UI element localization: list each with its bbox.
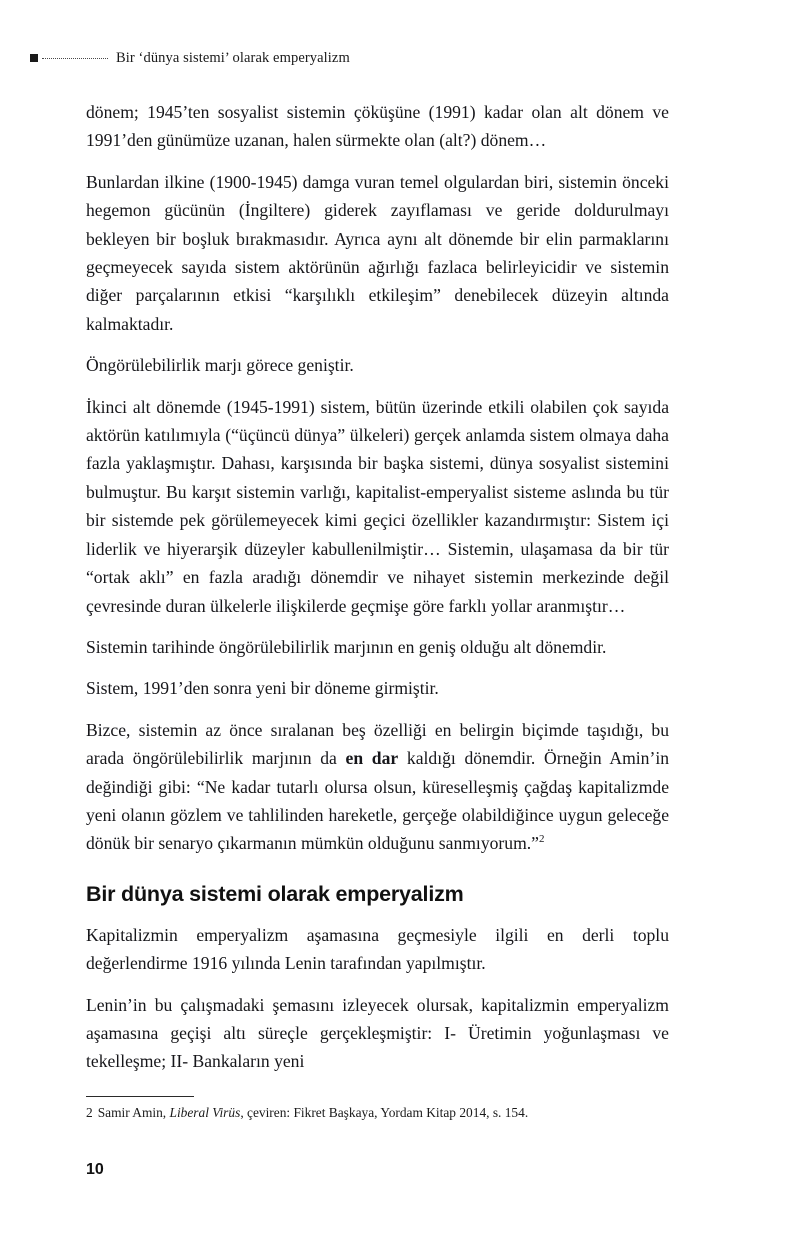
square-bullet-icon xyxy=(30,54,38,62)
paragraph: Öngörülebilirlik marjı görece geniştir. xyxy=(86,355,354,376)
section-heading: Bir dünya sistemi olarak emperyalizm xyxy=(86,881,464,906)
footnote-reference[interactable]: 2 xyxy=(538,833,545,846)
paragraph: Sistemin tarihinde öngörülebilirlik marjının en geniş olduğu alt dönemdir. xyxy=(86,636,607,657)
text-column xyxy=(86,98,669,1076)
running-header xyxy=(30,48,350,68)
footnote-title-italic: Liberal Virüs xyxy=(169,1105,241,1120)
quote-text-before: Bizce, sistemin az önce sıralanan beş özelliği en belirgin biçimde taşıdığı, bu arada öngörülebilirlik marjının da xyxy=(86,719,669,769)
emphasis-bold: en dar xyxy=(345,748,399,769)
dotted-rule-icon xyxy=(42,58,108,60)
paragraph: Bunlardan ilkine (1900-1945) damga vuran temel olgulardan biri, sistemin önceki hegemon gücünün (İngiltere) giderek zayıflaması ve geride doldurulmayı bekleyen bir boşluk bırakmasıdır. Ayrıca aynı alt dönemde bir elin parmaklarını geçmeyecek sayıda sistem aktörünün ağırlığı fazlaca belirleyicidir ve sistemin diğer parçalarının etkisi “karşılıklı etkileşim” denebilecek düzeyin altında kalmaktadır. xyxy=(86,171,669,334)
footnote-part-one: Samir Amin, xyxy=(97,1105,170,1120)
paragraph: Sistem, 1991’den sonra yeni bir döneme girmiştir. xyxy=(86,678,439,699)
paragraph: İkinci alt dönemde (1945-1991) sistem, bütün üzerinde etkili olabilen çok sayıda aktörün katılımıyla (“üçüncü dünya” ülkeleri) gerçek anlamda sistem olmaya daha fazla yaklaşmıştır. Dahası, karşısında bir başka sistemi, dünya sosyalist sistemini bulmuştur. Bu karşıt sistemin varlığı, kapitalist-emperyalist sisteme aslında bu tür bir sistemde pek görülemeyecek kimi geçici özellikler kazandırmıştır: Sistem içi liderlik ve hiyerarşik düzeyler kabullenilmiştir… Sistemin, ulaşamasa da bir tür “ortak aklı” en fazla aradığı dönemdir ve nihayet sistemin merkezinde değil çevresinde duran ülkelerle ilişkilerde geçmişe göre farklı yollar aranmıştır… xyxy=(86,396,669,616)
footnote-number: 2 xyxy=(86,1105,93,1120)
page-number: 10 xyxy=(86,1161,104,1178)
paragraph: dönem; 1945’ten sosyalist sistemin çöküşüne (1991) kadar olan alt dönem ve 1991’den günümüze uzanan, halen sürmekte olan (alt?) dönem… xyxy=(86,102,669,151)
footnote-separator-rule xyxy=(86,1096,194,1097)
paragraph: Lenin’in bu çalışmadaki şemasını izleyecek olursak, kapitalizmin emperyalizm aşamasına geçişi altı süreçle gerçekleşmiştir: I- Üretimin yoğunlaşması ve tekelleşme; II- Bankaların yeni xyxy=(86,994,669,1072)
paragraph: Kapitalizmin emperyalizm aşamasına geçmesiyle ilgili en derli toplu değerlendirme 1916 yılında Lenin tarafından yapılmıştır. xyxy=(86,924,669,974)
footnote-area xyxy=(86,1096,669,1122)
paragraph-with-quote xyxy=(86,716,669,858)
footnote-part-two: , çeviren: Fikret Başkaya, Yordam Kitap 2014, s. 154. xyxy=(240,1105,529,1120)
footnote-entry xyxy=(86,1104,669,1122)
running-header-title: Bir ‘dünya sistemi’ olarak emperyalizm xyxy=(116,49,350,66)
quote-text-after: kaldığı dönemdir. Örneğin Amin’in değindiği gibi: “Ne kadar tutarlı olursa olsun, küreselleşmiş çağdaş kapitalizmde yeni olanın gözlem ve tahlilinden hareketle, gerçeğe olabildiğince uygun geleceğe dönük bir senaryo çıkarmanın mümkün olduğunu sanmıyorum.” xyxy=(86,748,669,854)
